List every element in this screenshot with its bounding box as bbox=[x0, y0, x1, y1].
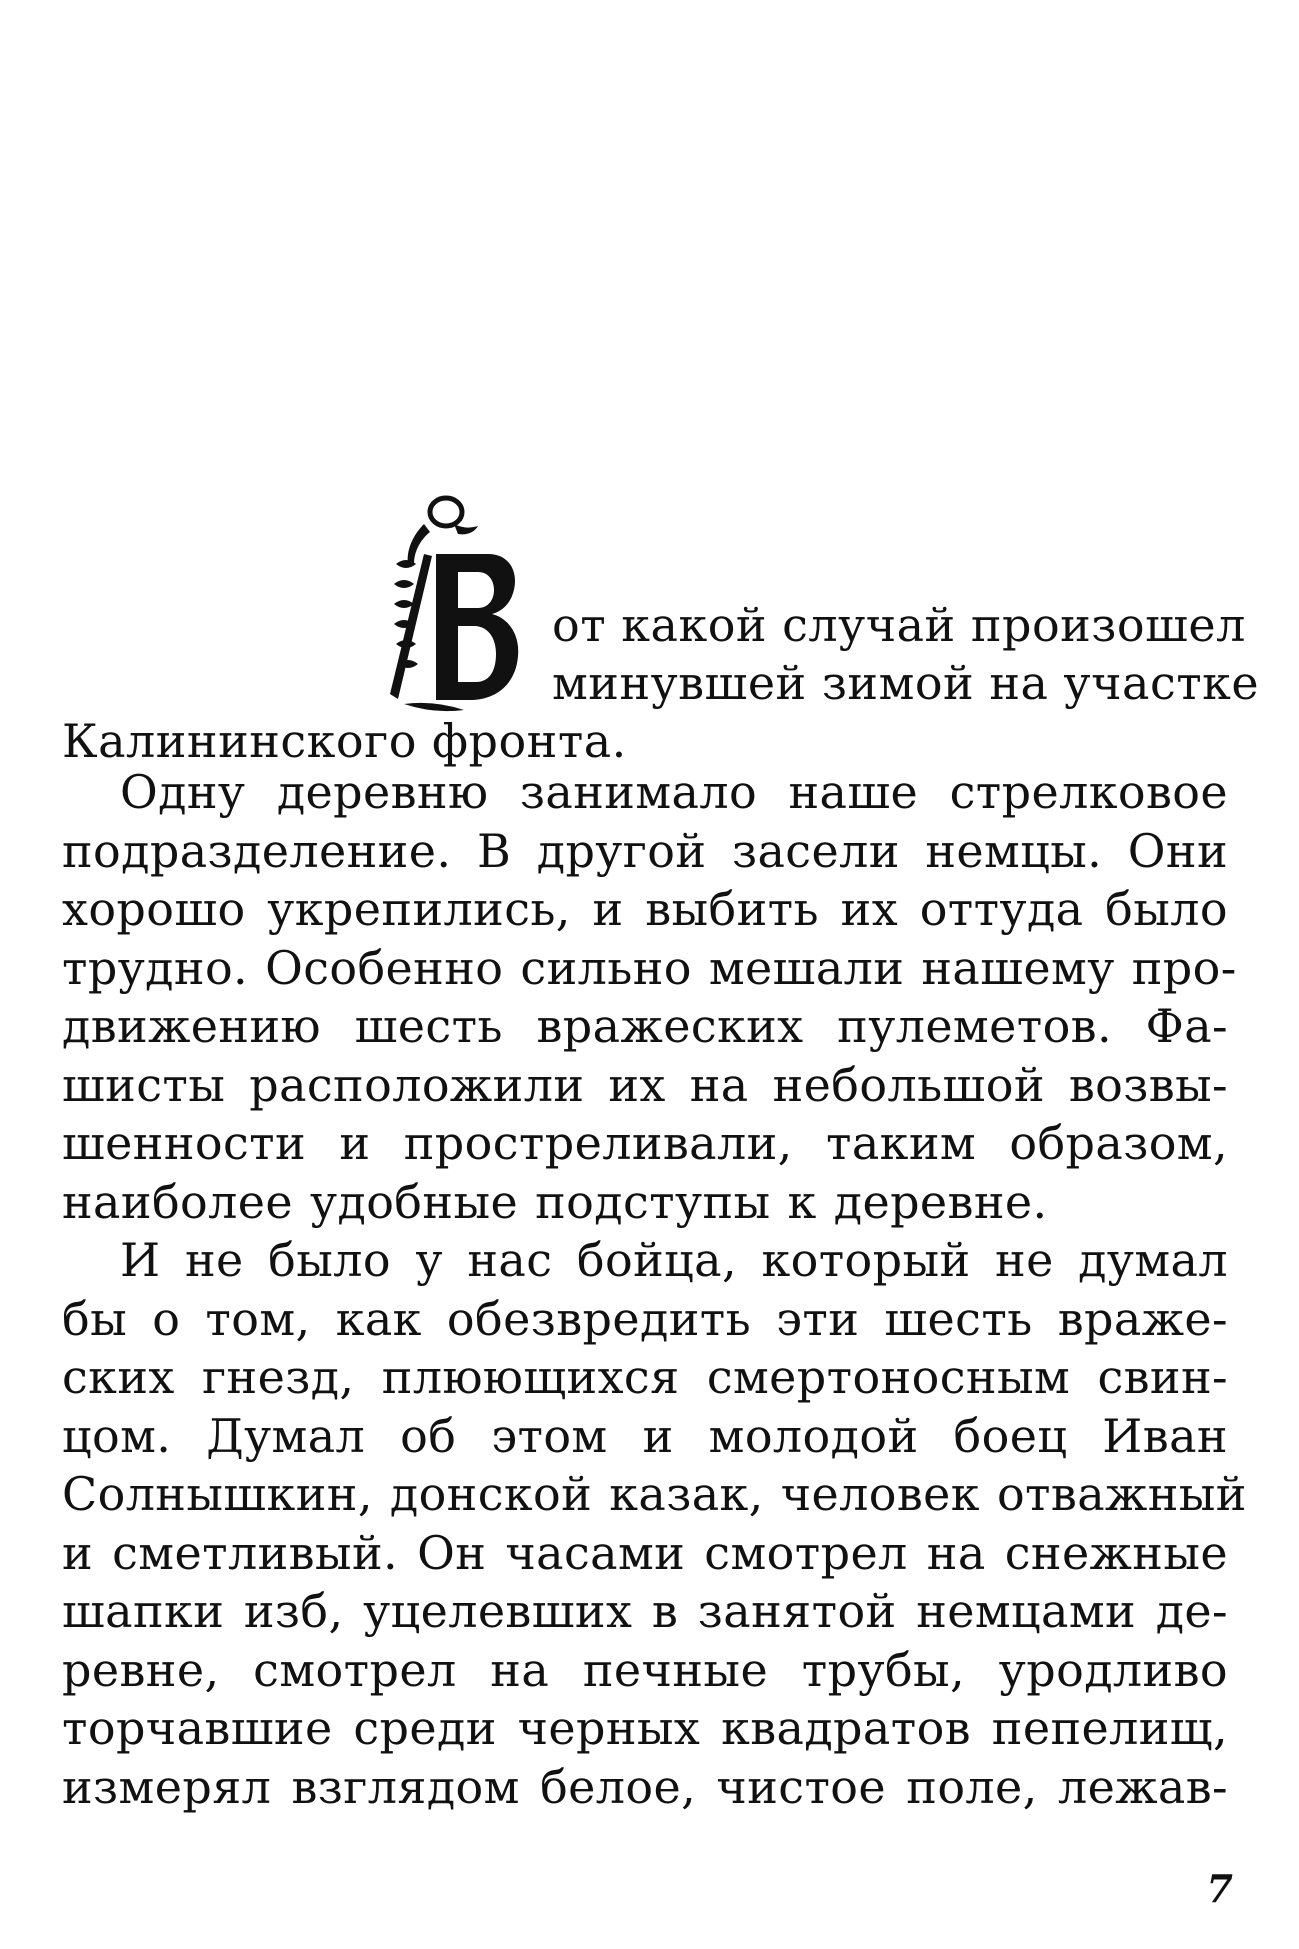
paragraph-2 bbox=[62, 1231, 1247, 1816]
paragraph-line: торчавшие среди черных квадратов пепелищ, bbox=[62, 1701, 1228, 1755]
opening-line-2: минувшей зимой на участке bbox=[552, 656, 1260, 710]
paragraph-line: наиболее удобные подступы к деревне. bbox=[62, 1174, 1048, 1229]
paragraph-line: шисты расположили их на небольшой возвы- bbox=[62, 1057, 1228, 1112]
paragraph-line: Солнышкин, донской казак, человек отважный bbox=[62, 1467, 1247, 1521]
paragraph-1 bbox=[62, 763, 1237, 1231]
paragraph-line: движению шесть вражеских пулеметов. Фа- bbox=[62, 999, 1228, 1053]
paragraph-line: измерял взглядом белое, чистое поле, лежав- bbox=[62, 1759, 1228, 1814]
page-number: 7 bbox=[1206, 1866, 1233, 1911]
paragraph-line: хорошо укрепились, и выбить их оттуда было bbox=[62, 882, 1228, 936]
paragraph-line: шенности и простреливали, таким образом, bbox=[62, 1116, 1228, 1170]
paragraph-line: шапки изб, уцелевших в занятой немцами де- bbox=[62, 1584, 1228, 1638]
opening-line-1: от какой случай произошел bbox=[552, 598, 1246, 652]
paragraph-line: Одну деревню занимало наше стрелковое bbox=[120, 765, 1228, 819]
paragraph-line: подразделение. В другой засели немцы. Они bbox=[62, 823, 1228, 878]
paragraph-line: бы о том, как обезвредить эти шесть враже- bbox=[62, 1291, 1228, 1346]
opening-line-3: Калининского фронта. bbox=[62, 714, 627, 768]
ornamental-drop-cap bbox=[384, 494, 524, 724]
paragraph-line: ских гнезд, плюющихся смертоносным свин- bbox=[62, 1350, 1228, 1404]
paragraph-line: ревне, смотрел на печные трубы, уродливо bbox=[62, 1642, 1228, 1697]
paragraph-line: трудно. Особенно сильно мешали нашему про- bbox=[62, 940, 1237, 995]
paragraph-line: и сметливый. Он часами смотрел на снежные bbox=[62, 1525, 1228, 1580]
text-block bbox=[62, 596, 1260, 1816]
paragraph-line: цом. Думал об этом и молодой боец Иван bbox=[62, 1408, 1228, 1463]
opening-paragraph bbox=[62, 596, 1260, 768]
paragraph-line: И не было у нас бойца, который не думал bbox=[120, 1233, 1228, 1287]
